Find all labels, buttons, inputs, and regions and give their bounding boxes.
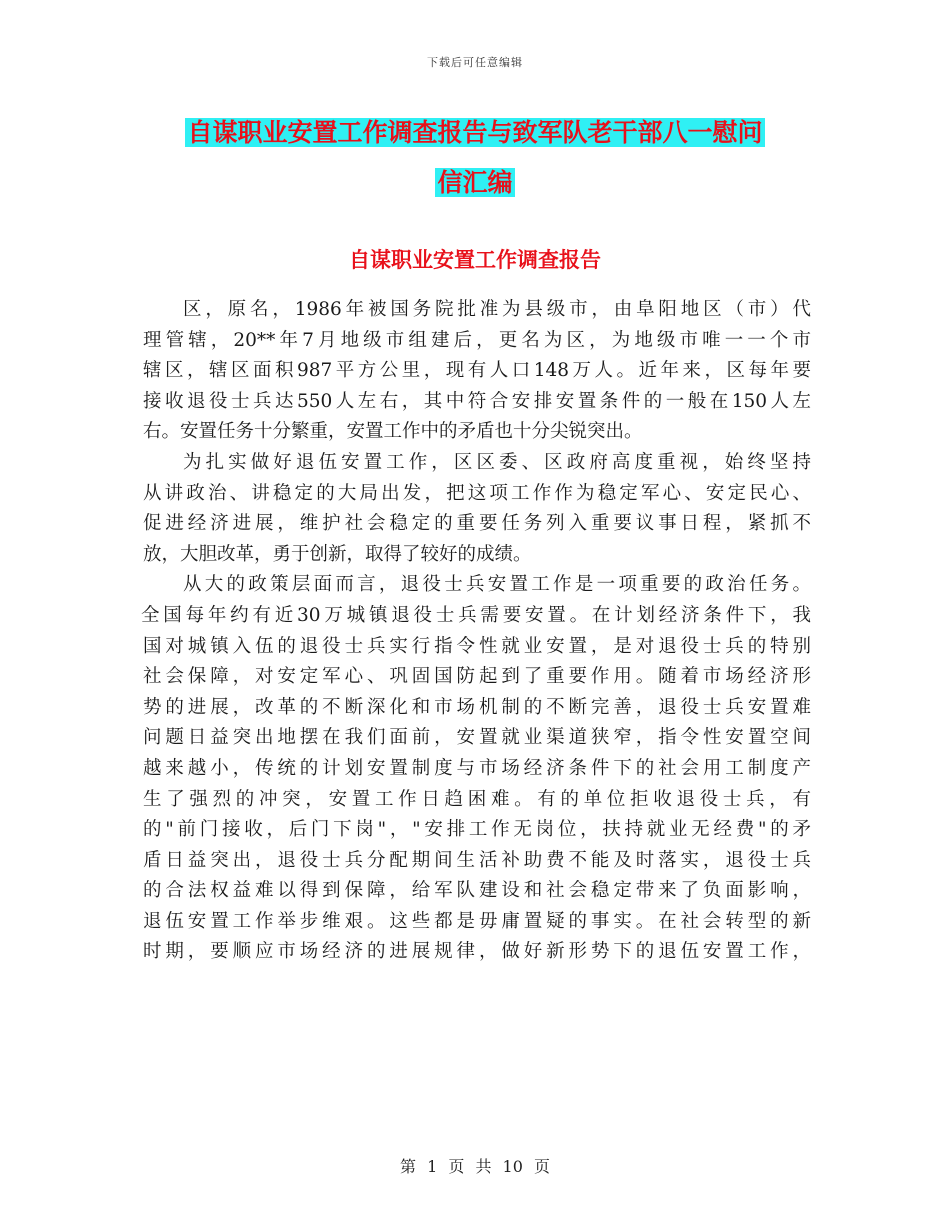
text-line: 从大的政策层面而言，退役士兵安置工作是一项重要的政治任务。: [183, 574, 811, 596]
text-line: 区，原名，1986年被国务院批准为县级市，由阜阳地区（市）代: [183, 299, 811, 320]
text-line: 的"前门接收，后门下岗"，"安排工作无岗位，扶持就业无经费"的矛: [143, 819, 811, 841]
text-line: 时期，要顺应市场经济的进展规律，做好新形势下的退伍安置工作，: [143, 941, 811, 963]
text-line: 退伍安置工作举步维艰。这些都是毋庸置疑的事实。在社会转型的新: [143, 910, 811, 932]
page-footer: 第 1 页 共 10 页: [400, 1157, 550, 1176]
header-note: 下载后可任意编辑: [427, 56, 523, 69]
text-line: 盾日益突出，退役士兵分配期间生活补助费不能及时落实，退役士兵: [143, 849, 811, 871]
text-line: 右。安置任务十分繁重，安置工作中的矛盾也十分尖锐突出。: [143, 421, 643, 443]
document-title-line-1: 自谋职业安置工作调查报告与致军队老干部八一慰问: [187, 118, 763, 147]
body-text: [143, 295, 811, 968]
text-line: 接收退役士兵达550人左右，其中符合安排安置条件的一般在150人左: [143, 390, 811, 412]
text-line: 辖区，辖区面积987平方公里，现有人口148万人。近年来，区每年要: [143, 360, 811, 382]
text-line: 的合法权益难以得到保障，给军队建设和社会稳定带来了负面影响，: [143, 880, 811, 902]
text-line: 理管辖，20**年7月地级市组建后，更名为区，为地级市唯一一个市: [143, 329, 811, 351]
text-line: 势的进展，改革的不断深化和市场机制的不断完善，退役士兵安置难: [143, 696, 811, 718]
document-title-line-2: 信汇编: [437, 168, 513, 197]
text-line: 为扎实做好退伍安置工作，区区委、区政府高度重视，始终坚持: [183, 451, 811, 473]
text-line: 从讲政治、讲稳定的大局出发，把这项工作作为稳定军心、安定民心、: [143, 482, 811, 504]
text-line: 全国每年约有近30万城镇退役士兵需要安置。在计划经济条件下，我: [141, 604, 811, 626]
text-line: 国对城镇入伍的退役士兵实行指令性就业安置，是对退役士兵的特别: [143, 635, 811, 657]
text-line: 越来越小，传统的计划安置制度与市场经济条件下的社会用工制度产: [143, 757, 811, 779]
text-line: 社会保障，对安定军心、巩固国防起到了重要作用。随着市场经济形: [143, 666, 811, 688]
text-line: 问题日益突出地摆在我们面前，安置就业渠道狭窄，指令性安置空间: [143, 727, 811, 749]
section-title: 自谋职业安置工作调查报告: [349, 247, 601, 272]
text-line: 放，大胆改革，勇于创新，取得了较好的成绩。: [143, 543, 532, 565]
text-line: 生了强烈的冲突，安置工作日趋困难。有的单位拒收退役士兵，有: [143, 788, 811, 810]
text-line: 促进经济进展，维护社会稳定的重要任务列入重要议事日程，紧抓不: [143, 513, 811, 535]
document-title: [0, 108, 950, 208]
